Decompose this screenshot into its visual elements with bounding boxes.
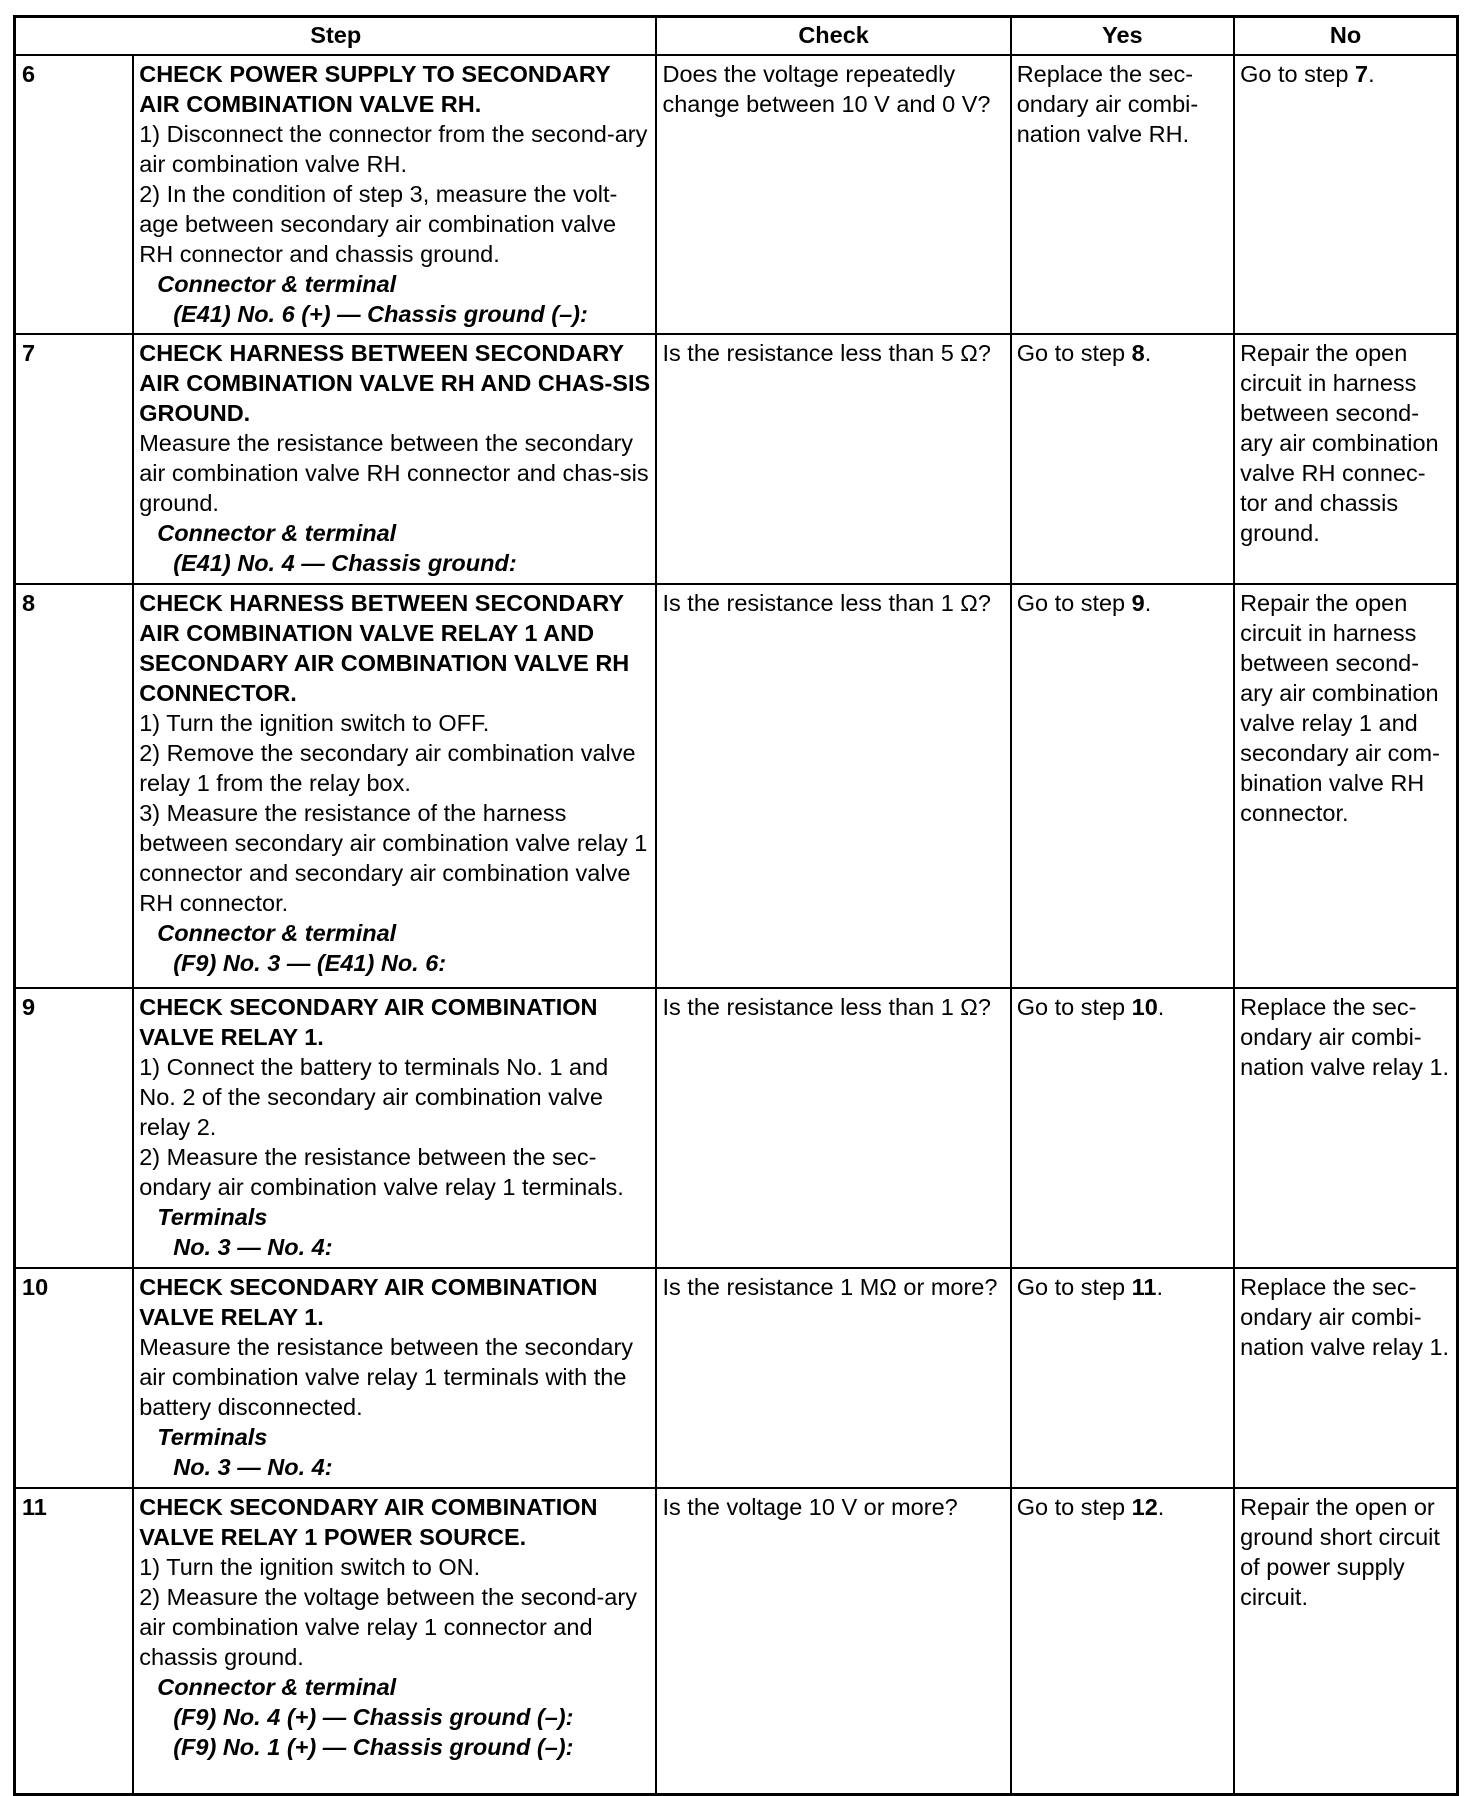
no-text: Repair the open circuit in harness between second-ary air combination valve relay 1 and secondary air com-bination valve RH connector. — [1240, 590, 1440, 826]
yes-text-end: . — [1156, 1274, 1164, 1300]
connector-terminal-label: Connector & terminal — [157, 1674, 397, 1700]
yes-step-ref: 9 — [1131, 590, 1145, 616]
check-cell: Is the resistance less than 1 Ω? — [656, 988, 1010, 1268]
connector-terminal-value: (F9) No. 3 — (E41) No. 6: — [173, 950, 447, 976]
table-row — [15, 1268, 1458, 1488]
table-row — [15, 988, 1458, 1268]
connector-terminal-value: (E41) No. 4 — Chassis ground: — [173, 550, 517, 576]
yes-step-ref: 12 — [1131, 1494, 1158, 1520]
yes-text: Go to step — [1016, 590, 1132, 616]
no-text: Replace the sec-ondary air combi-nation valve relay 1. — [1240, 994, 1450, 1080]
header-no: No — [1234, 17, 1457, 56]
yes-cell — [1011, 584, 1234, 988]
yes-text-end: . — [1157, 994, 1165, 1020]
step-instruction: Measure the resistance between the secondary air combination valve RH connector and chas-sis ground. — [139, 430, 649, 516]
step-instruction: 1) Disconnect the connector from the second-ary air combination valve RH. — [139, 121, 648, 177]
yes-cell — [1011, 55, 1234, 334]
check-cell: Does the voltage repeatedly change between 10 V and 0 V? — [656, 55, 1010, 334]
step-title: CHECK HARNESS BETWEEN SECONDARY AIR COMBINATION VALVE RELAY 1 AND SECONDARY AIR COMBINATION VALVE RH CONNECTOR. — [139, 590, 630, 706]
connector-terminal-label: Terminals — [157, 1424, 268, 1450]
table-row — [15, 1488, 1458, 1794]
yes-text: Go to step — [1016, 1494, 1132, 1520]
connector-terminal-label: Connector & terminal — [157, 271, 397, 297]
step-title: CHECK SECONDARY AIR COMBINATION VALVE RELAY 1. — [139, 1274, 598, 1330]
connector-terminal-label: Terminals — [157, 1204, 268, 1230]
step-number: 9 — [15, 988, 134, 1268]
step-instruction: 1) Connect the battery to terminals No. 1 and No. 2 of the secondary air combination valve relay 2. — [139, 1054, 609, 1140]
step-cell — [133, 334, 656, 584]
step-instruction: Measure the resistance between the secondary air combination valve relay 1 terminals with the battery disconnected. — [139, 1334, 634, 1420]
no-cell — [1234, 1488, 1457, 1794]
step-title: CHECK HARNESS BETWEEN SECONDARY AIR COMBINATION VALVE RH AND CHAS-SIS GROUND. — [139, 340, 651, 426]
step-title: CHECK SECONDARY AIR COMBINATION VALVE RELAY 1 POWER SOURCE. — [139, 1494, 598, 1550]
yes-text: Go to step — [1016, 1274, 1132, 1300]
step-number: 10 — [15, 1268, 134, 1488]
no-text: Go to step — [1240, 61, 1356, 87]
step-cell — [133, 988, 656, 1268]
step-instruction: 1) Turn the ignition switch to OFF. — [139, 710, 490, 736]
step-number: 11 — [15, 1488, 134, 1794]
step-cell — [133, 55, 656, 334]
connector-terminal-value: (F9) No. 1 (+) — Chassis ground (–): — [173, 1734, 574, 1760]
no-text: Repair the open or ground short circuit of power supply circuit. — [1240, 1494, 1440, 1610]
no-cell — [1234, 55, 1457, 334]
step-number: 6 — [15, 55, 134, 334]
step-instruction: 2) In the condition of step 3, measure the volt-age between secondary air combination valve RH connector and chassis ground. — [139, 181, 618, 267]
yes-step-ref: 11 — [1131, 1274, 1157, 1300]
yes-cell — [1011, 334, 1234, 584]
connector-terminal-value: (F9) No. 4 (+) — Chassis ground (–): — [173, 1704, 574, 1730]
no-text: Repair the open circuit in harness between second-ary air combination valve RH connec-tor and chassis ground. — [1240, 340, 1439, 546]
yes-cell — [1011, 1488, 1234, 1794]
table-row — [15, 584, 1458, 988]
step-instruction: 3) Measure the resistance of the harness between secondary air combination valve relay 1 connector and secondary air combination valve RH connector. — [139, 800, 648, 916]
header-yes: Yes — [1011, 17, 1234, 56]
step-number: 7 — [15, 334, 134, 584]
yes-text: Replace the sec-ondary air combi-nation valve RH. — [1016, 61, 1199, 147]
connector-terminal-value: (E41) No. 6 (+) — Chassis ground (–): — [173, 301, 588, 327]
table-body — [15, 55, 1458, 1794]
step-instruction: 1) Turn the ignition switch to ON. — [139, 1554, 481, 1580]
no-cell — [1234, 988, 1457, 1268]
step-number: 8 — [15, 584, 134, 988]
step-title: CHECK SECONDARY AIR COMBINATION VALVE RELAY 1. — [139, 994, 598, 1050]
connector-terminal-label: Connector & terminal — [157, 520, 397, 546]
step-cell — [133, 1488, 656, 1794]
check-cell: Is the voltage 10 V or more? — [656, 1488, 1010, 1794]
diagnostic-table — [13, 15, 1459, 1796]
yes-text-end: . — [1157, 1494, 1165, 1520]
table-header-row — [15, 17, 1458, 56]
no-cell — [1234, 584, 1457, 988]
table-row — [15, 334, 1458, 584]
yes-cell — [1011, 1268, 1234, 1488]
no-text-end: . — [1368, 61, 1375, 87]
no-step-ref: 7 — [1355, 61, 1369, 87]
yes-step-ref: 10 — [1131, 994, 1158, 1020]
yes-cell — [1011, 988, 1234, 1268]
no-cell — [1234, 334, 1457, 584]
no-text: Replace the sec-ondary air combi-nation valve relay 1. — [1240, 1274, 1450, 1360]
step-cell — [133, 1268, 656, 1488]
header-check: Check — [656, 17, 1010, 56]
check-cell: Is the resistance 1 MΩ or more? — [656, 1268, 1010, 1488]
connector-terminal-value: No. 3 — No. 4: — [173, 1234, 333, 1260]
connector-terminal-label: Connector & terminal — [157, 920, 397, 946]
step-instruction: 2) Remove the secondary air combination valve relay 1 from the relay box. — [139, 740, 636, 796]
check-cell: Is the resistance less than 1 Ω? — [656, 584, 1010, 988]
yes-text: Go to step — [1016, 994, 1132, 1020]
yes-text: Go to step — [1016, 340, 1132, 366]
no-cell — [1234, 1268, 1457, 1488]
step-instruction: 2) Measure the resistance between the sec-ondary air combination valve relay 1 terminals. — [139, 1144, 624, 1200]
check-cell: Is the resistance less than 5 Ω? — [656, 334, 1010, 584]
yes-step-ref: 8 — [1131, 340, 1145, 366]
header-step: Step — [15, 17, 657, 56]
connector-terminal-value: No. 3 — No. 4: — [173, 1454, 333, 1480]
step-instruction: 2) Measure the voltage between the second-ary air combination valve relay 1 connector and chassis ground. — [139, 1584, 637, 1670]
step-cell — [133, 584, 656, 988]
yes-text-end: . — [1144, 590, 1152, 616]
diagnostic-table-page — [13, 15, 1459, 1796]
table-row — [15, 55, 1458, 334]
step-title: CHECK POWER SUPPLY TO SECONDARY AIR COMBINATION VALVE RH. — [139, 61, 611, 117]
yes-text-end: . — [1144, 340, 1152, 366]
